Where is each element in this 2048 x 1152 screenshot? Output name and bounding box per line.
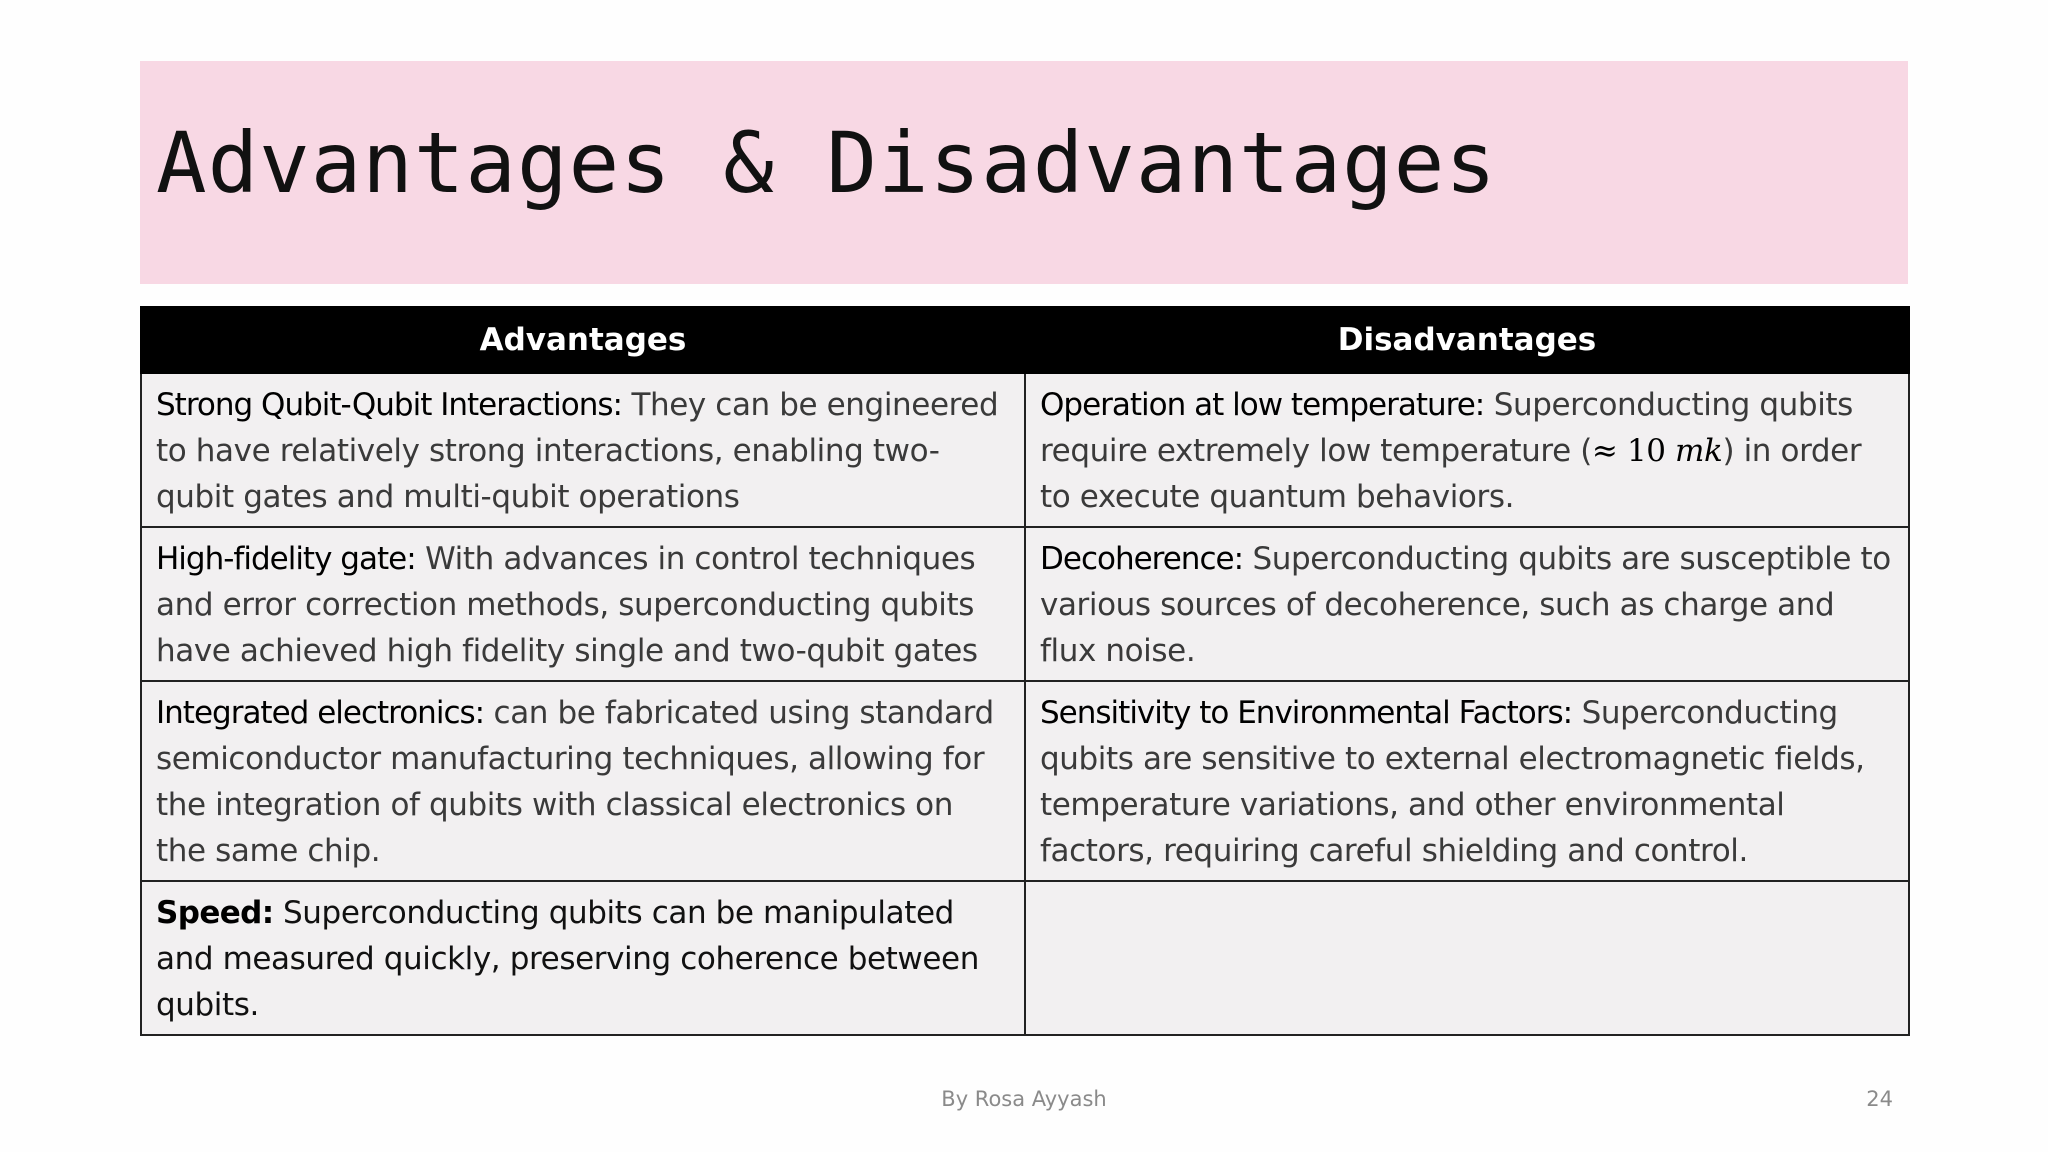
disadvantage-text: Superconducting qubits are sensitive to external electromagnetic fields, temperature variations, and other environmental factors, requiring careful shielding and control.	[1040, 695, 1865, 869]
advantage-term: Integrated electronics:	[156, 695, 485, 731]
disadvantage-cell	[1025, 373, 1909, 527]
header-advantages: Advantages	[141, 307, 1025, 373]
disadvantage-term: Sensitivity to Environmental Factors:	[1040, 695, 1573, 731]
advantage-cell	[141, 881, 1025, 1035]
page-number: 24	[1866, 1087, 1893, 1111]
disadvantage-term: Operation at low temperature:	[1040, 387, 1485, 423]
advantage-text: Superconducting qubits can be manipulated and measured quickly, preserving coherence between qubits.	[156, 895, 979, 1023]
table-row	[141, 527, 1909, 681]
table-row	[141, 373, 1909, 527]
disadvantage-cell	[1025, 681, 1909, 881]
disadvantage-cell	[1025, 527, 1909, 681]
footer-author: By Rosa Ayyash	[941, 1087, 1107, 1111]
advantage-term: High-fidelity gate:	[156, 541, 416, 577]
advantage-term: Strong Qubit-Qubit Interactions:	[156, 387, 622, 423]
advantage-cell	[141, 373, 1025, 527]
disadvantage-text: Superconducting qubits are susceptible to various sources of decoherence, such as charge and flux noise.	[1040, 541, 1891, 669]
temperature-formula	[1592, 433, 1723, 469]
title-band	[140, 61, 1908, 284]
advantage-text: can be fabricated using standard semiconductor manufacturing techniques, allowing for the integration of qubits with classical electronics on the same chip.	[156, 695, 994, 869]
disadvantage-term: Decoherence:	[1040, 541, 1244, 577]
table-row	[141, 681, 1909, 881]
approx-symbol: ≈	[1591, 433, 1627, 469]
table-row	[141, 881, 1909, 1035]
advantage-text: With advances in control techniques and error correction methods, superconducting qubits have achieved high fidelity single and two-qubit gates	[156, 541, 978, 669]
advantage-cell	[141, 527, 1025, 681]
disadvantage-text: Superconducting qubits require extremely low temperature (	[1040, 387, 1853, 469]
disadvantage-text-end: ) in order to execute quantum behaviors.	[1040, 433, 1862, 515]
advantage-term: Speed:	[156, 895, 274, 931]
header-disadvantages: Disadvantages	[1025, 307, 1909, 373]
advantages-disadvantages-table	[140, 306, 1910, 1036]
temperature-unit: mk	[1665, 433, 1723, 469]
empty-disadvantage-cell	[1025, 881, 1909, 1035]
advantage-cell	[141, 681, 1025, 881]
table-header-row	[141, 307, 1909, 373]
advantage-text: They can be engineered to have relatively strong interactions, enabling two-qubit gates and multi-qubit operations	[156, 387, 999, 515]
slide-title: Advantages & Disadvantages	[156, 114, 1497, 212]
temperature-value: 10	[1626, 433, 1666, 469]
